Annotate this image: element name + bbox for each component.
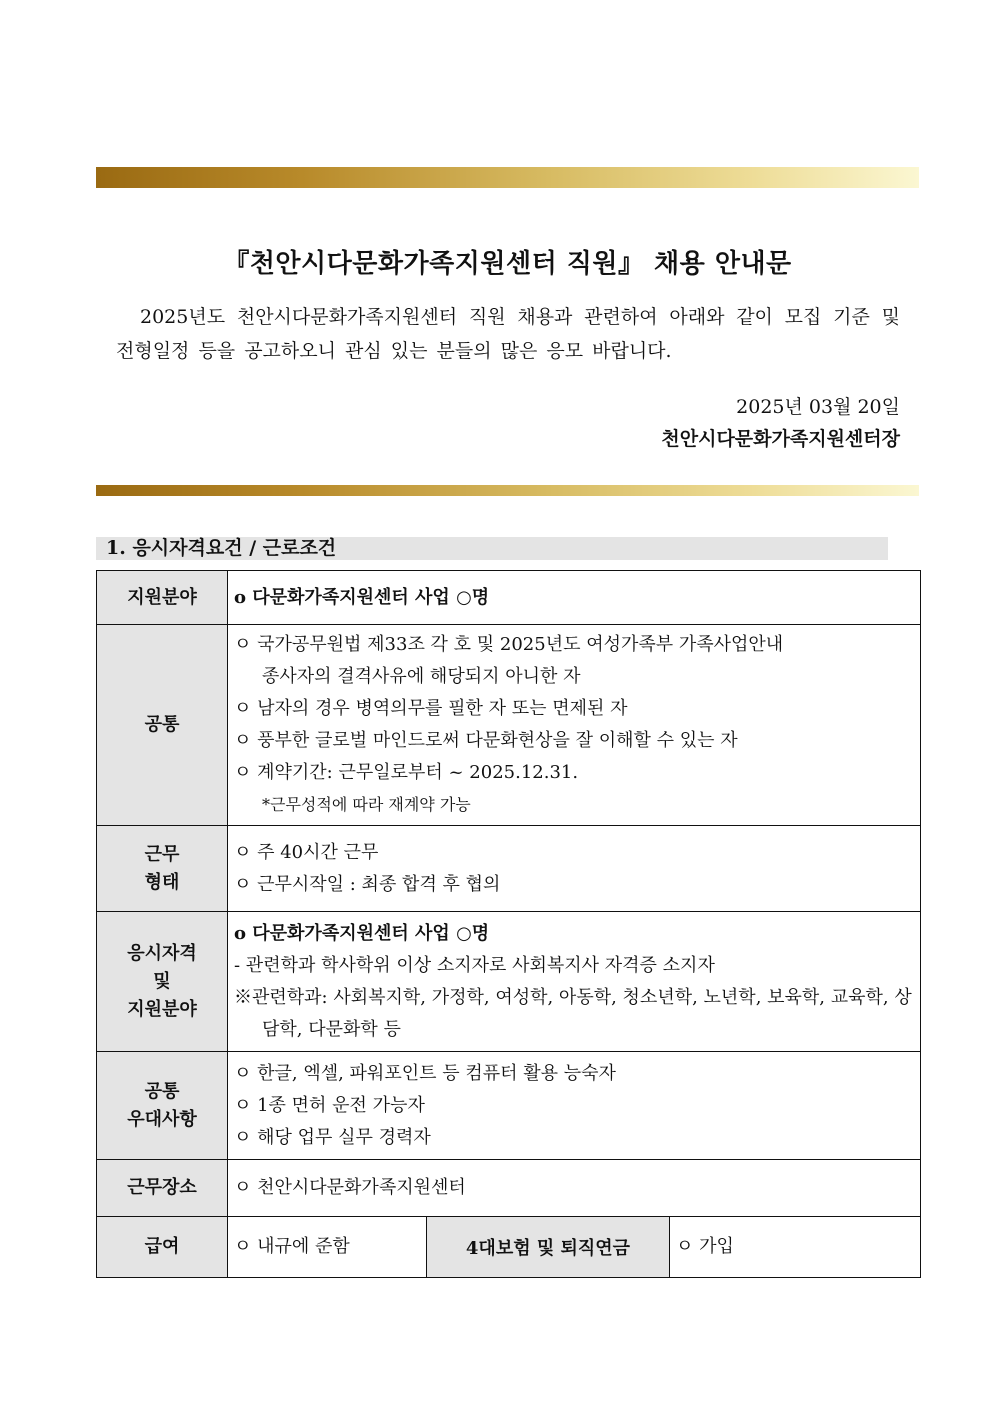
cell-work-type — [228, 826, 921, 912]
preference-line-2: ㅇ 1종 면허 운전 가능자 — [234, 1094, 425, 1116]
issuer-name: 천안시다문화가족지원센터장 — [661, 428, 900, 450]
common-line-4: ㅇ 계약기간: 근무일로부터 ~ 2025.12.31. — [234, 762, 579, 783]
label-preference-2: 우대사항 — [127, 1108, 197, 1130]
label-qualification-3: 지원분야 — [127, 998, 197, 1020]
label-work-type — [97, 826, 228, 912]
preference-line-1: ㅇ 한글, 엑셀, 파워포인트 등 컴퓨터 활용 능숙자 — [234, 1062, 616, 1084]
requirements-table — [96, 570, 921, 1278]
label-qualification — [97, 912, 228, 1052]
section-heading: 1. 응시자격요건 / 근로조건 — [96, 537, 888, 560]
qualification-line-1: o 다문화가족지원센터 사업 ○명 — [234, 922, 490, 944]
label-field: 지원분야 — [97, 571, 228, 625]
label-insurance: 4대보험 및 퇴직연금 — [427, 1217, 670, 1278]
cell-location — [228, 1160, 921, 1217]
location-value: ㅇ 천안시다문화가족지원센터 — [234, 1177, 466, 1198]
table-row-salary — [97, 1217, 921, 1278]
work-type-line-2: ㅇ 근무시작일 : 최종 합격 후 협의 — [234, 873, 501, 895]
announcement-date: 2025년 03월 20일 — [736, 396, 900, 418]
label-salary: 급여 — [97, 1217, 228, 1278]
preference-line-3: ㅇ 해당 업무 실무 경력자 — [234, 1126, 431, 1148]
cell-salary — [228, 1217, 427, 1278]
common-line-1: ㅇ 국가공무원법 제33조 각 호 및 2025년도 여성가족부 가족사업안내 — [234, 634, 784, 655]
table-row-preference — [97, 1052, 921, 1160]
table-row-work-type — [97, 826, 921, 912]
cell-insurance — [670, 1217, 921, 1278]
document-title: 『천안시다문화가족지원센터 직원』 채용 안내문 — [223, 249, 792, 279]
insurance-value: ㅇ 가입 — [676, 1236, 734, 1257]
label-qualification-2: 및 — [153, 970, 171, 992]
cell-common — [228, 625, 921, 826]
middle-gold-divider — [96, 485, 919, 496]
label-location: 근무장소 — [97, 1160, 228, 1217]
table-row-common — [97, 625, 921, 826]
qualification-line-3: ※관련학과: 사회복지학, 가정학, 여성학, 아동학, 청소년학, 노년학, 보육학, 교육학, 상담학, 다문화학 등 — [234, 986, 912, 1040]
common-line-4-note: *근무성적에 따라 재계약 가능 — [262, 795, 471, 814]
intro-paragraph: 2025년도 천안시다문화가족지원센터 직원 채용과 관련하여 아래와 같이 모집 기준 및 전형일정 등을 공고하오니 관심 있는 분들의 많은 응모 바랍니다. — [116, 306, 900, 362]
table-row-field — [97, 571, 921, 625]
table-row-location — [97, 1160, 921, 1217]
label-preference — [97, 1052, 228, 1160]
label-work-type-2: 형태 — [144, 871, 180, 893]
work-type-line-1: ㅇ 주 40시간 근무 — [234, 841, 379, 863]
label-work-type-1: 근무 — [144, 843, 180, 865]
cell-preference — [228, 1052, 921, 1160]
label-qualification-1: 응시자격 — [127, 942, 197, 964]
table-row-qualification — [97, 912, 921, 1052]
salary-value: ㅇ 내규에 준함 — [234, 1236, 350, 1257]
field-line: o 다문화가족지원센터 사업 ○명 — [234, 586, 490, 608]
common-line-2: ㅇ 남자의 경우 병역의무를 필한 자 또는 면제된 자 — [234, 698, 628, 719]
common-line-1b: 종사자의 결격사유에 해당되지 아니한 자 — [262, 666, 581, 687]
label-common: 공통 — [97, 625, 228, 826]
common-line-3: ㅇ 풍부한 글로벌 마인드로써 다문화현상을 잘 이해할 수 있는 자 — [234, 730, 738, 751]
label-preference-1: 공통 — [144, 1080, 180, 1102]
cell-field — [228, 571, 921, 625]
cell-qualification — [228, 912, 921, 1052]
qualification-line-2: - 관련학과 학사학위 이상 소지자로 사회복지사 자격증 소지자 — [234, 954, 715, 976]
top-gold-divider — [96, 167, 919, 188]
